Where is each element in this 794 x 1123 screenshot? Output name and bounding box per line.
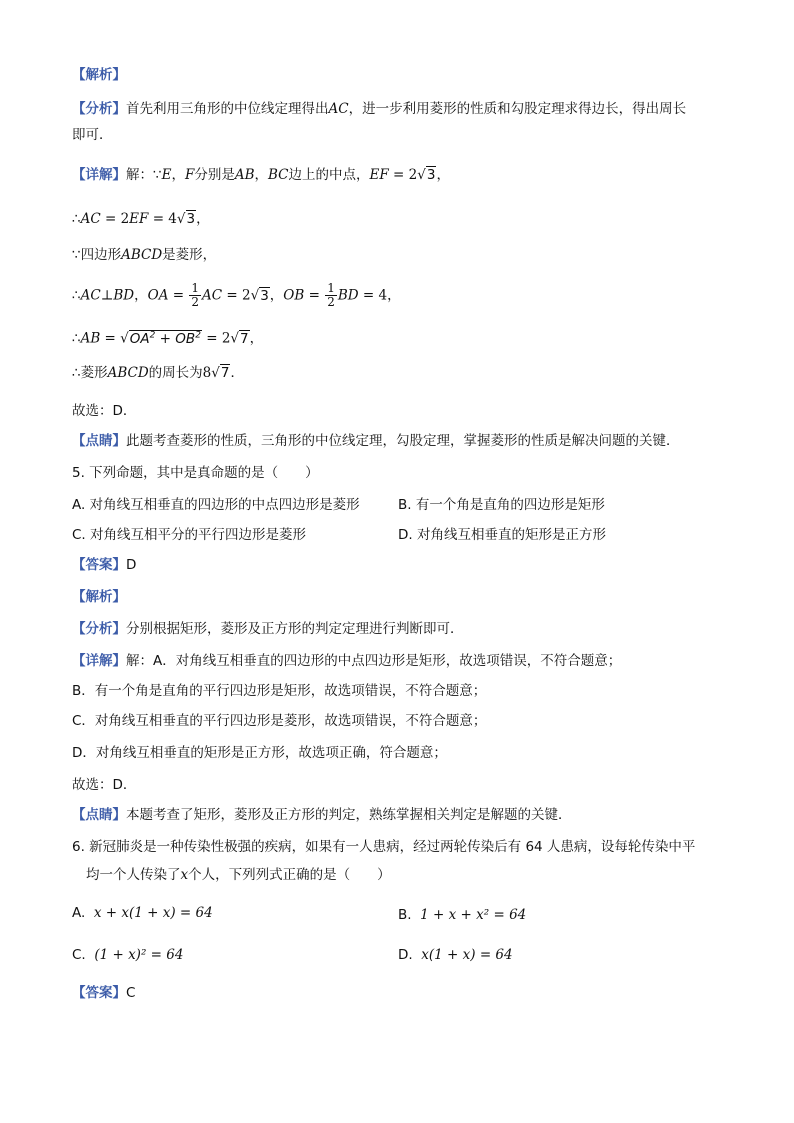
xiangjie-line-q5-3 <box>72 712 486 730</box>
sqrt-sign: √ <box>230 330 240 347</box>
segment-bd: BD <box>337 287 359 304</box>
xj-eq: = 2 <box>100 211 130 227</box>
xj-text: 分别是 <box>194 167 235 183</box>
xiangjie-line-q4-1 <box>72 166 450 184</box>
fenxi-text: 分别根据矩形，菱形及正方形的判定定理进行判断即可． <box>126 621 464 637</box>
xj-text: ． <box>230 365 244 381</box>
xj-eq: = <box>168 287 189 304</box>
q5-answer <box>72 556 136 574</box>
xj-text: ， <box>254 167 268 183</box>
segment-ob: OB <box>283 287 305 304</box>
segment-ef: EF <box>369 167 389 183</box>
q6-option-b-expr: 1 + x + x² = 64 <box>420 907 527 923</box>
sqrt-sign: √ <box>211 365 220 381</box>
radicand: 3 <box>186 211 196 227</box>
xiangjie-line-q4-6 <box>72 364 244 382</box>
q6-stem-text: 均一个人传染了 <box>86 867 181 883</box>
q6-option-c-label: C. <box>72 947 86 963</box>
xj-text: D．对角线互相垂直的矩形是正方形，故选项正确，符合题意； <box>72 745 447 761</box>
guxuan-q4 <box>72 402 136 420</box>
xj-text: ， <box>171 167 185 183</box>
q6-stem-2 <box>86 866 391 884</box>
fraction-denominator: 2 <box>191 295 200 309</box>
q6-option-a <box>72 904 213 922</box>
xj-eq: = 4， <box>358 287 401 304</box>
fenxi-line-q4 <box>72 100 686 118</box>
fenxi-tag: 【分析】 <box>72 101 126 117</box>
xiangjie-line-q4-2 <box>72 210 210 228</box>
fenxi-ac: AC <box>328 101 349 117</box>
xj-eq: 8 <box>202 365 212 381</box>
fenxi-line-q4-cont <box>72 126 113 144</box>
xj-text: ， <box>196 211 210 227</box>
guxuan-text: 故选：D． <box>72 777 137 793</box>
q5-stem-text: 5. 下列命题，其中是真命题的是（ ） <box>72 465 319 481</box>
xj-text: ∴菱形 <box>72 365 108 381</box>
quad-abcd: ABCD <box>121 247 163 263</box>
q6-option-d-label: D. <box>398 947 413 963</box>
xj-eq: = 4 <box>148 211 177 227</box>
therefore-sign: ∴ <box>72 211 81 227</box>
q6-option-c <box>72 946 183 964</box>
xiangjie-line-q5-1 <box>72 652 621 670</box>
point-f: F <box>184 167 195 183</box>
segment-ob: OB <box>175 330 196 347</box>
xiangjie-line-q4-4 <box>72 282 401 309</box>
segment-ac: AC <box>80 211 101 227</box>
radicand: 3 <box>426 167 436 183</box>
xiangjie-line-q5-2 <box>72 682 486 700</box>
dianjing-q5 <box>72 806 572 824</box>
segment-ab: AB <box>234 167 255 183</box>
dianjing-text: 本题考查了矩形，菱形及正方形的判定，熟练掌握相关判定是解题的关键． <box>126 807 572 823</box>
fraction-numerator: 1 <box>327 281 335 295</box>
fenxi-text-b: ，进一步利用菱形的性质和勾股定理求得边长，得出周长 <box>348 101 687 117</box>
segment-oa: OA <box>129 330 150 347</box>
q6-answer-value: C <box>126 985 136 1001</box>
therefore-sign: ∴ <box>72 287 81 304</box>
sqrt-sign: √ <box>417 167 426 183</box>
xj-text: ， <box>269 287 284 304</box>
q6-option-c-expr: (1 + x)² = 64 <box>94 947 184 963</box>
xj-text: C．对角线互相垂直的平行四边形是菱形，故选项错误，不符合题意； <box>72 713 487 729</box>
q6-option-b <box>398 906 526 924</box>
perp-sign: ⊥ <box>100 287 114 304</box>
fraction-denominator: 2 <box>327 295 335 309</box>
fenxi-tag: 【分析】 <box>72 621 126 637</box>
xj-eq: = 2 <box>201 330 231 347</box>
segment-oa: OA <box>147 287 169 304</box>
q5-option-d-text: D. 对角线互相垂直的矩形是正方形 <box>398 527 606 543</box>
q5-option-b <box>398 496 605 514</box>
segment-ac: AC <box>202 287 223 304</box>
xj-text: 解：∵ <box>126 167 162 183</box>
xj-text: 解：A．对角线互相垂直的四边形的中点四边形是矩形，故选项错误，不符合题意； <box>126 653 622 669</box>
xj-eq: = 2 <box>222 287 251 304</box>
daan-tag: 【答案】 <box>72 557 126 573</box>
q5-option-a <box>72 496 360 514</box>
radicand: 7 <box>220 365 230 381</box>
q6-stem-text: 个人，下列列式正确的是（ ） <box>188 867 391 883</box>
plus-sign: + <box>155 330 176 347</box>
q5-answer-value: D <box>126 557 137 573</box>
xiangjie-tag: 【详解】 <box>72 167 126 183</box>
q6-option-d-expr: x(1 + x) = 64 <box>421 947 513 963</box>
guxuan-q5 <box>72 776 136 794</box>
xj-text: ∵四边形 <box>72 247 122 263</box>
variable-x: x <box>180 867 189 883</box>
fenxi-text-c: 即可． <box>72 127 113 143</box>
xj-eq: = <box>304 287 325 304</box>
xj-text: ， <box>436 167 450 183</box>
q5-option-b-text: B. 有一个角是直角的四边形是矩形 <box>398 497 605 513</box>
q6-option-a-label: A. <box>72 905 86 921</box>
jiexi-tag: 【解析】 <box>72 67 126 83</box>
fenxi-text-a: 首先利用三角形的中位线定理得出 <box>126 101 329 117</box>
fraction-numerator: 1 <box>191 281 200 295</box>
dianjing-tag: 【点睛】 <box>72 807 126 823</box>
segment-bd: BD <box>113 287 135 304</box>
sqrt-sign: √ <box>120 330 129 347</box>
xj-eq: = <box>100 330 121 347</box>
xiangjie-line-q4-3 <box>72 246 216 264</box>
xj-text: ， <box>134 287 148 304</box>
sqrt-sign: √ <box>250 287 260 304</box>
xj-text: ， <box>249 330 264 347</box>
jiexi-heading-q4 <box>72 66 126 84</box>
q5-option-c <box>72 526 306 544</box>
jiexi-tag: 【解析】 <box>72 589 126 605</box>
therefore-sign: ∴ <box>72 330 81 347</box>
dianjing-q4 <box>72 432 680 450</box>
point-e: E <box>161 167 172 183</box>
q5-stem <box>72 464 319 482</box>
quad-abcd: ABCD <box>107 365 149 381</box>
guxuan-text: 故选：D． <box>72 403 137 419</box>
exponent: 2 <box>195 330 201 340</box>
segment-bc: BC <box>268 167 289 183</box>
fraction-half <box>325 282 337 309</box>
radicand: 3 <box>260 287 269 304</box>
xiangjie-line-q4-5 <box>72 326 263 348</box>
q5-option-d <box>398 526 606 544</box>
segment-ef: EF <box>129 211 149 227</box>
fenxi-line-q5 <box>72 620 464 638</box>
xj-text: 边上的中点， <box>288 167 370 183</box>
q6-answer <box>72 984 135 1002</box>
q5-option-c-text: C. 对角线互相平分的平行四边形是菱形 <box>72 527 307 543</box>
q5-option-a-text: A. 对角线互相垂直的四边形的中点四边形是菱形 <box>72 497 360 513</box>
dianjing-tag: 【点睛】 <box>72 433 126 449</box>
q6-option-d <box>398 946 513 964</box>
segment-ac: AC <box>80 287 101 304</box>
exponent: 2 <box>149 330 156 340</box>
xj-text: 的周长为 <box>148 365 203 381</box>
radicand: 7 <box>240 330 249 347</box>
xj-text: B．有一个角是直角的平行四边形是矩形，故选项错误，不符合题意； <box>72 683 487 699</box>
xiangjie-line-q5-4 <box>72 744 447 762</box>
xj-text: 是菱形， <box>162 247 217 263</box>
daan-tag: 【答案】 <box>72 985 126 1001</box>
segment-ab: AB <box>80 330 101 347</box>
jiexi-heading-q5 <box>72 588 126 606</box>
radicand-sum <box>129 330 202 347</box>
dianjing-text: 此题考查菱形的性质，三角形的中位线定理，勾股定理，掌握菱形的性质是解决问题的关键． <box>126 433 680 449</box>
sqrt-sign: √ <box>176 211 186 227</box>
q6-option-a-expr: x + x(1 + x) = 64 <box>93 905 213 921</box>
xj-eq: = 2 <box>388 167 418 183</box>
fraction-half <box>189 282 201 309</box>
q6-stem-1 <box>72 838 695 856</box>
q6-stem-text: 6. 新冠肺炎是一种传染性极强的疾病，如果有一人患病，经过两轮传染后有 64 人患病，设每轮传染中平 <box>72 839 696 855</box>
xiangjie-tag: 【详解】 <box>72 653 126 669</box>
q6-option-b-label: B. <box>398 907 412 923</box>
